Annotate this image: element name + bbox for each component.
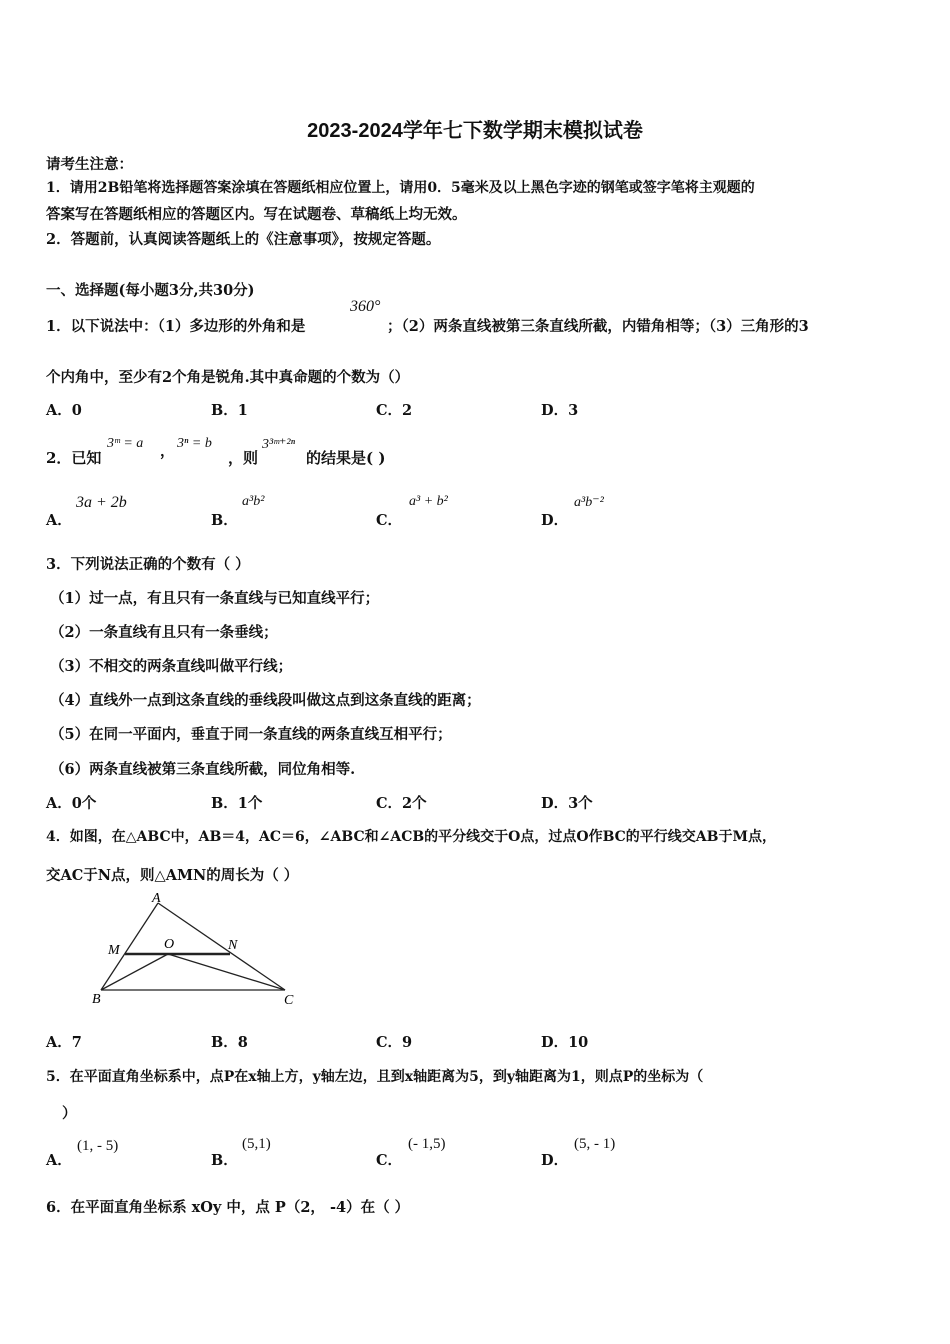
q5-option-b-math: (5,1) — [242, 1136, 271, 1152]
label-m: M — [108, 943, 120, 958]
q3-statement-5: （5）在同一平面内，垂直于同一条直线的两条直线互相平行； — [50, 726, 452, 743]
q3-stem: 3．下列说法正确的个数有（ ） — [46, 556, 250, 573]
q2-option-c-math: a³ + b² — [409, 494, 448, 509]
q5-option-b-label: B． — [211, 1152, 238, 1169]
q3-option-a: A．0个 — [46, 795, 97, 812]
q5-option-c-math: (- 1,5) — [408, 1136, 446, 1152]
q3-statement-6: （6）两条直线被第三条直线所截，同位角相等. — [50, 761, 356, 778]
label-a: A — [152, 891, 161, 906]
q2-option-b-label: B． — [211, 512, 238, 529]
q1-stem-part2: ；（2）两条直线被第三条直线所截，内错角相等；（3）三角形的3 — [387, 318, 809, 335]
q3-option-d: D．3个 — [541, 795, 593, 812]
q5-option-c-label: C． — [376, 1152, 403, 1169]
q2-math-2: 3ⁿ = b — [177, 436, 212, 451]
page-title: 2023-2024学年七下数学期末模拟试卷 — [307, 120, 643, 142]
q1-option-c: C．2 — [376, 402, 413, 419]
q5-stem-line2: ） — [62, 1105, 77, 1122]
label-o: O — [164, 937, 175, 952]
triangle-figure — [92, 890, 310, 1015]
segment-ac — [158, 903, 285, 990]
q5-stem-line1: 5．在平面直角坐标系中，点P在x轴上方，y轴左边，且到x轴距离为5，到y轴距离为1，则点P的坐标为（ — [46, 1069, 704, 1085]
q4-option-c: C．9 — [376, 1034, 413, 1051]
q1-stem-line2: 个内角中，至少有2个角是锐角.其中真命题的个数为（） — [46, 369, 410, 386]
q2-mid: ，则 — [228, 449, 259, 467]
q5-option-a-math: (1, - 5) — [77, 1138, 119, 1154]
q4-option-a: A．7 — [46, 1034, 82, 1051]
notice-line-2: 答案写在答题纸相应的答题区内。写在试题卷、草稿纸上均无效。 — [46, 206, 467, 223]
q2-option-a-math: 3a + 2b — [76, 494, 127, 511]
q2-suffix: 的结果是( ) — [306, 449, 386, 467]
q3-statement-1: （1）过一点，有且只有一条直线与已知直线平行； — [50, 590, 380, 607]
q2-option-d-math: a³b⁻² — [574, 495, 604, 510]
q1-stem-part1: 1．以下说法中：（1）多边形的外角和是 — [46, 318, 306, 335]
notice-line-3: 2．答题前，认真阅读答题纸上的《注意事项》，按规定答题。 — [46, 231, 441, 248]
q5-option-a-label: A． — [46, 1152, 72, 1169]
q3-statement-3: （3）不相交的两条直线叫做平行线； — [50, 658, 293, 675]
q4-stem-line1: 4．如图，在△ABC中，AB＝4，AC＝6，∠ABC和∠ACB的平分线交于O点，过点O作BC的平行线交AB于M点， — [46, 829, 777, 845]
q3-statement-4: （4）直线外一点到这条直线的垂线段叫做这点到这条直线的距离； — [50, 692, 481, 709]
q2-option-d-label: D． — [541, 512, 569, 529]
q3-option-b: B．1个 — [211, 795, 263, 812]
q4-stem-line2: 交AC于N点，则△AMN的周长为（ ） — [46, 867, 299, 884]
q2-sep: ， — [160, 443, 175, 460]
q2-option-c-label: C． — [376, 512, 403, 529]
notice-line-1: 1．请用2B铅笔将选择题答案涂填在答题纸相应位置上，请用0．5毫米及以上黑色字迹的钢笔或签字笔将主观题的 — [46, 180, 755, 196]
section-heading: 一、选择题(每小题3分,共30分) — [46, 282, 255, 299]
q5-option-d-math: (5, - 1) — [574, 1136, 616, 1152]
label-c: C — [284, 993, 294, 1008]
q1-math-360: 360° — [350, 298, 381, 315]
q2-option-a-label: A． — [46, 512, 72, 529]
q4-option-b: B．8 — [211, 1034, 248, 1051]
segment-bo — [101, 954, 168, 990]
q2-math-1: 3ᵐ = a — [107, 436, 144, 451]
q2-option-b-math: a³b² — [242, 494, 265, 509]
q2-math-3: 3³ᵐ⁺²ⁿ — [262, 437, 296, 452]
q3-statement-2: （2）一条直线有且只有一条垂线； — [50, 624, 278, 641]
q1-option-d: D．3 — [541, 402, 579, 419]
notice-heading: 请考生注意： — [46, 156, 133, 173]
q1-option-a: A．0 — [46, 402, 82, 419]
q3-option-c: C．2个 — [376, 795, 427, 812]
q5-option-d-label: D． — [541, 1152, 569, 1169]
q2-prefix: 2．已知 — [46, 449, 102, 467]
label-b: B — [92, 992, 101, 1007]
label-n: N — [228, 938, 238, 953]
q6-stem: 6．在平面直角坐标系 xOy 中，点 P（2， -4）在（ ） — [46, 1199, 410, 1216]
q1-option-b: B．1 — [211, 402, 248, 419]
segment-oc — [168, 954, 285, 990]
q4-option-d: D．10 — [541, 1034, 589, 1051]
